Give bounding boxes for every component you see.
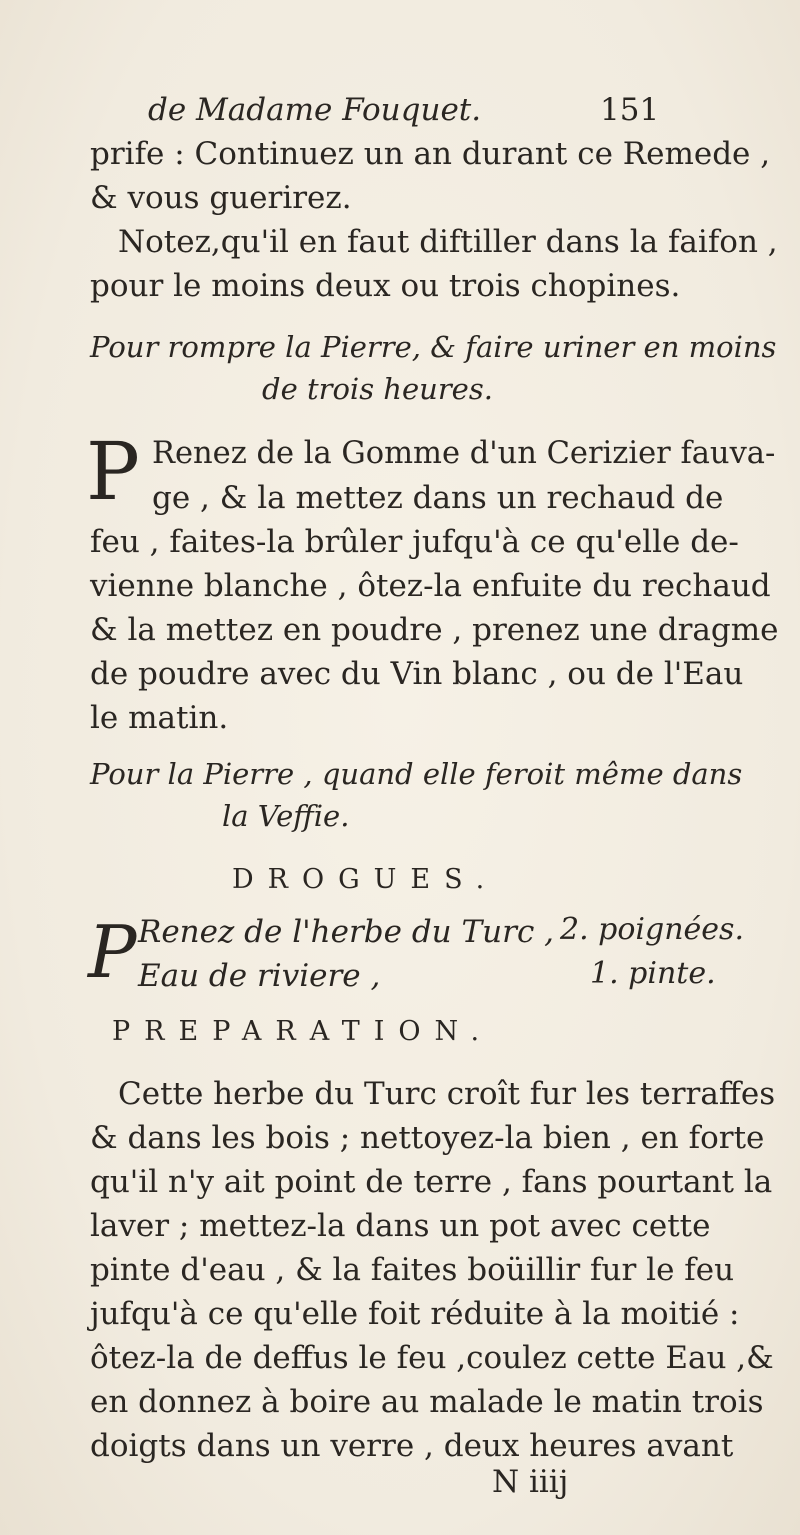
text-line: pour le moins deux ou trois chopines. [90, 268, 681, 304]
text-line: pinte d'eau , & la faites boüillir fur le feu [90, 1252, 735, 1288]
signature-mark: N iiij [492, 1464, 569, 1500]
text-line: qu'il n'y ait point de terre , fans pourtant la [90, 1164, 773, 1200]
text-line: vienne blanche , ôtez-la enfuite du rechaud [90, 568, 771, 604]
drop-cap: P [88, 910, 137, 994]
ingredient-qty: 2. poignées. [560, 912, 744, 947]
text-line: doigts dans un verre , deux heures avant [90, 1428, 734, 1464]
heading-line: Pour la Pierre , quand elle feroit même dans [90, 757, 743, 791]
section-title-drogues: DROGUES. [232, 864, 499, 895]
text-line: Notez,qu'il en faut diftiller dans la faifon , [118, 224, 778, 260]
page-number: 151 [600, 92, 660, 128]
text-line: prife : Continuez un an durant ce Remede , [90, 136, 771, 172]
text-line: jufqu'à ce qu'elle foit réduite à la moitié : [90, 1296, 740, 1332]
text-line: ge , & la mettez dans un rechaud de [152, 480, 724, 516]
text-line: ôtez-la de deffus le feu ,coulez cette Eau ,& [90, 1340, 774, 1376]
text-line: Cette herbe du Turc croît fur les terraffes [118, 1076, 776, 1112]
text-line: laver ; mettez-la dans un pot avec cette [90, 1208, 711, 1244]
text-line: & dans les bois ; nettoyez-la bien , en forte [90, 1120, 765, 1156]
text-line: le matin. [90, 700, 229, 736]
text-line: en donnez à boire au malade le matin trois [90, 1384, 764, 1420]
section-title-preparation: PREPARATION. [112, 1016, 494, 1047]
text-line: feu , faites-la brûler jufqu'à ce qu'elle de- [90, 524, 739, 560]
text-line: de poudre avec du Vin blanc , ou de l'Eau [90, 656, 744, 692]
text-line: Renez de la Gomme d'un Cerizier fauva- [152, 436, 776, 471]
heading-line: la Veffie. [222, 799, 350, 833]
heading-line: de trois heures. [262, 372, 493, 406]
drop-cap: P [86, 425, 140, 518]
ingredient-qty: 1. pinte. [590, 956, 716, 991]
heading-line: Pour rompre la Pierre, & faire uriner en moins [90, 330, 777, 364]
text-line: & vous guerirez. [90, 180, 352, 216]
ingredient-name: Eau de riviere , [138, 958, 381, 994]
running-title: de Madame Fouquet. [148, 92, 482, 128]
ingredient-name: Renez de l'herbe du Turc , [138, 914, 555, 950]
text-line: & la mettez en poudre , prenez une dragme [90, 612, 779, 648]
